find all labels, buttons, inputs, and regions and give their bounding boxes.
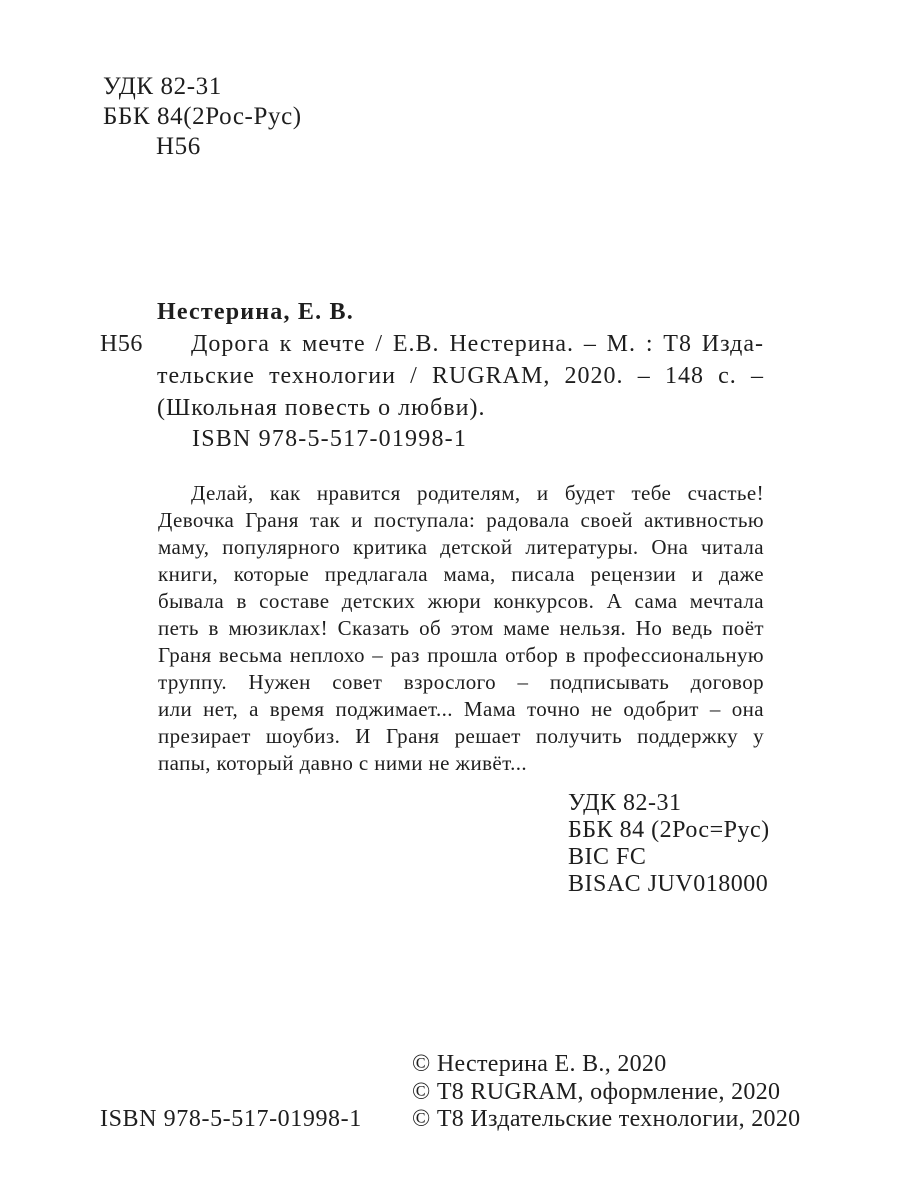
author-sign-code: Н56 bbox=[156, 133, 201, 160]
catalog-author-sign: Н56 bbox=[100, 331, 143, 357]
catalog-author: Нестерина, Е. В. bbox=[157, 299, 354, 325]
udc-code: УДК 82-31 bbox=[568, 790, 682, 816]
footer-isbn: ISBN 978-5-517-01998-1 bbox=[100, 1106, 362, 1132]
top-classification-codes bbox=[103, 72, 302, 162]
catalog-line: Дорога к мечте / Е.В. Нестерина. – М. : Т8 Изда- bbox=[191, 331, 764, 357]
copyright-line: © Т8 RUGRAM, оформление, 2020 bbox=[412, 1078, 781, 1105]
annotation-line: презирает шоубиз. И Граня решает получить поддержку у bbox=[158, 724, 764, 748]
catalog-line: тельские технологии / RUGRAM, 2020. – 148 с. – bbox=[157, 363, 764, 389]
annotation-line: петь в мюзиклах! Сказать об этом маме нельзя. Но ведь поёт bbox=[158, 616, 764, 640]
copyright-line: © Т8 Издательские технологии, 2020 bbox=[412, 1106, 801, 1132]
annotation-line: Девочка Граня так и поступала: радовала своей активностью bbox=[158, 508, 764, 532]
annotation-line: бывала в составе детских жюри конкурсов. А сама мечтала bbox=[158, 589, 764, 613]
bisac-code: BISAC JUV018000 bbox=[568, 871, 769, 897]
isbn-heading: ISBN 978-5-517-01998-1 bbox=[192, 426, 468, 452]
bbk-code: ББК 84(2Рос-Рус) bbox=[103, 103, 302, 130]
copyright-line: © Нестерина Е. В., 2020 bbox=[412, 1051, 667, 1077]
catalog-entry bbox=[100, 296, 764, 424]
bic-code: BIC FC bbox=[568, 844, 647, 870]
annotation-line: труппу. Нужен совет взрослого – подписывать договор bbox=[158, 670, 764, 694]
annotation-line: Делай, как нравится родителям, и будет тебе счастье! bbox=[191, 481, 764, 505]
annotation-paragraph bbox=[158, 480, 764, 777]
annotation-line: или нет, а время поджимает... Мама точно не одобрит – она bbox=[158, 697, 764, 721]
catalog-line: (Школьная повесть о любви). bbox=[157, 395, 486, 421]
rights-classification-codes bbox=[568, 790, 770, 898]
annotation-line: маму, популярного критика детской литературы. Она читала bbox=[158, 535, 764, 559]
bbk-code: ББК 84 (2Рос=Рус) bbox=[568, 817, 770, 843]
udc-code: УДК 82-31 bbox=[103, 73, 222, 100]
annotation-line: Граня весьма неплохо – раз прошла отбор в профессиональную bbox=[158, 643, 764, 667]
annotation-line: папы, который давно с ними не живёт... bbox=[158, 751, 528, 775]
copyright-lines bbox=[412, 1051, 800, 1134]
annotation-line: книги, которые предлагала мама, писала рецензии и даже bbox=[158, 562, 764, 586]
